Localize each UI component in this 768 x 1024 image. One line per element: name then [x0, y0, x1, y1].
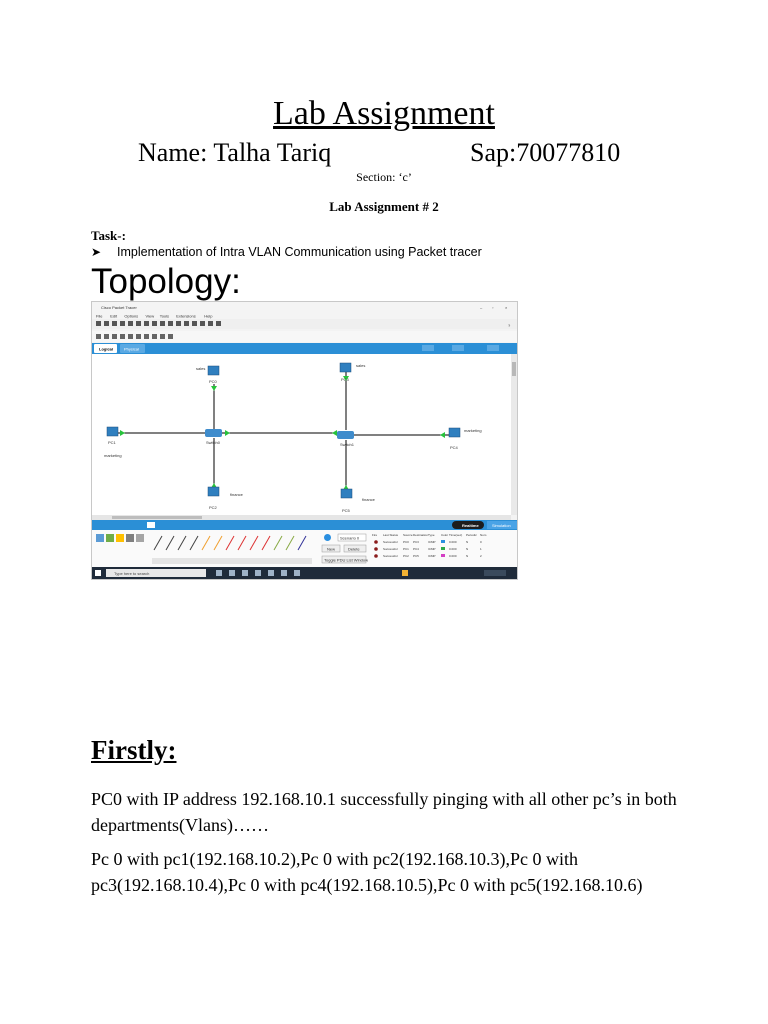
viewport-button[interactable] [452, 345, 464, 351]
store-icon[interactable] [255, 570, 261, 576]
maximize-icon[interactable]: ▫ [492, 305, 494, 310]
switch0-icon[interactable] [205, 429, 222, 437]
add-complex-pdu-icon[interactable] [168, 334, 173, 339]
minimize-icon[interactable]: – [480, 305, 483, 310]
toolbar-zoom-reset-icon[interactable] [184, 321, 189, 326]
pdu-color-swatch [441, 554, 445, 557]
firstly-heading: Firstly: [91, 735, 177, 765]
pdu-cell: PC2 [403, 554, 409, 558]
sales-note: sales [196, 366, 206, 371]
toolbar-undo-icon[interactable] [160, 321, 165, 326]
select-tool-icon[interactable] [96, 334, 101, 339]
pdu-cell: N [466, 540, 469, 544]
packet-tracer-taskbar-icon[interactable] [294, 570, 300, 576]
pdu-column-header: Time(sec) [449, 533, 463, 537]
marketing-note-2: marketing [464, 428, 482, 433]
menu-item-tools[interactable]: Tools [159, 313, 170, 319]
workspace-button[interactable] [487, 345, 499, 351]
pdu-fire-icon[interactable] [374, 540, 378, 544]
pc0-label: PC0 [209, 379, 217, 384]
resize-tool-icon[interactable] [120, 334, 125, 339]
pdu-column-header: Color [441, 533, 449, 537]
pdu-cell: 1 [480, 547, 482, 551]
device-search-box[interactable] [152, 558, 312, 564]
arrow-bullet-icon: ➤ [91, 245, 102, 259]
task-bullet [91, 245, 482, 259]
menu-item-options[interactable]: Options [124, 313, 139, 319]
menu-item-view[interactable]: View [145, 313, 155, 319]
device-category-icon[interactable] [116, 534, 124, 542]
ping-details-paragraph: Pc 0 with pc1(192.168.10.2),Pc 0 with pc2(192.168.10.3),Pc 0 with pc3(192.168.10.4),Pc 0 with pc4(192.168.10.5),Pc 0 with pc5(192.168.10.6) [91, 849, 643, 895]
pdu-fire-icon[interactable] [374, 547, 378, 551]
pc4-icon[interactable] [449, 428, 460, 437]
pdu-color-swatch [441, 547, 445, 550]
edge-icon[interactable] [229, 570, 235, 576]
pdu-cell: Successful [383, 547, 398, 551]
section-label: Section: ‘c’ [356, 170, 412, 184]
toolbar-print-icon[interactable] [120, 321, 125, 326]
toolbar-open-icon[interactable] [104, 321, 109, 326]
toolbar-viewport-icon[interactable] [216, 321, 221, 326]
menu-bar [92, 312, 517, 319]
pdu-table-header [372, 533, 487, 537]
student-sap-id: Sap:70077810 [470, 138, 621, 167]
lab-assignment-heading: Lab Assignment # 2 [329, 199, 439, 214]
toolbar-custom-device-icon[interactable] [208, 321, 213, 326]
finance-note: finance [230, 492, 243, 497]
toolbar-paste-icon[interactable] [152, 321, 157, 326]
pdu-column-header: Num [480, 533, 487, 537]
switch1-icon[interactable] [337, 431, 354, 439]
pdu-cell: ICMP [428, 554, 436, 558]
explorer-icon[interactable] [242, 570, 248, 576]
draw-ellipse-icon[interactable] [152, 334, 157, 339]
toggle-pdu-label: Toggle PDU List Window [324, 557, 369, 563]
pc3-icon[interactable] [340, 363, 351, 372]
clock-area[interactable] [484, 570, 506, 576]
scenario-label: Scenario 0 [340, 535, 360, 541]
pdu-cell: 0.000 [449, 554, 457, 558]
pdu-cell: PC1 [403, 547, 409, 551]
windows-start-icon[interactable] [95, 570, 101, 576]
simulation-label: Simulation [492, 523, 511, 528]
device-category-icon[interactable] [106, 534, 114, 542]
pc0-icon[interactable] [208, 366, 219, 375]
pdu-cell: 2 [480, 554, 482, 558]
pdu-cell: N [466, 554, 469, 558]
menu-item-extensions[interactable]: Extensions [176, 313, 196, 319]
pc4-label: PC4 [450, 445, 458, 450]
toolbar-copy-icon[interactable] [144, 321, 149, 326]
pdu-cell: Successful [383, 554, 398, 558]
pdu-column-header: Last Status [383, 533, 399, 537]
toolbar-network-icon[interactable] [136, 321, 141, 326]
pc2-icon[interactable] [208, 487, 219, 496]
task-bullet-text: Implementation of Intra VLAN Communication using Packet tracer [117, 245, 482, 259]
menu-item-file[interactable]: File [96, 313, 103, 319]
packet-tracer-screenshot [91, 301, 518, 580]
pc5-label: PC5 [342, 508, 350, 513]
student-name: Name: Talha Tariq [138, 138, 332, 167]
toolbar-palette-icon[interactable] [200, 321, 205, 326]
play-controls-icon[interactable] [147, 522, 155, 528]
toolbar-redo-icon[interactable] [168, 321, 173, 326]
switch0-label: Switch0 [206, 440, 221, 445]
help-icon[interactable]: ? [508, 323, 511, 328]
delete-button-label: Delete [348, 546, 360, 552]
vertical-scrollbar[interactable] [511, 354, 517, 515]
toolbar-save-icon[interactable] [112, 321, 117, 326]
toolbar-zoom-out-icon[interactable] [192, 321, 197, 326]
close-icon[interactable]: × [505, 305, 508, 310]
pdu-cell: 0.000 [449, 547, 457, 551]
pdu-cell: N [466, 547, 469, 551]
toolbar-wizard-icon[interactable] [128, 321, 133, 326]
pdu-cell: PC3 [413, 540, 419, 544]
pdu-cell: PC0 [403, 540, 409, 544]
pdu-column-header: Destination [413, 533, 429, 537]
pdu-color-swatch [441, 540, 445, 543]
device-category-icon[interactable] [136, 534, 144, 542]
pdu-column-header: Source [403, 533, 413, 537]
scenario-icon [324, 534, 331, 541]
pc2-label: PC2 [209, 505, 217, 510]
pdu-column-header: Fire [372, 533, 378, 537]
menu-item-edit[interactable]: Edit [110, 313, 118, 319]
device-category-icon[interactable] [126, 534, 134, 542]
screenshot-canvas [92, 302, 517, 579]
tab-physical-label: Physical [124, 346, 139, 352]
pc3-label: PC3 [341, 377, 349, 382]
pc5-icon[interactable] [341, 489, 352, 498]
pdu-table [374, 540, 482, 558]
note-tool-icon[interactable] [128, 334, 133, 339]
pdu-cell: ICMP [428, 540, 436, 544]
task-view-icon[interactable] [216, 570, 222, 576]
pdu-column-header: Type [428, 533, 435, 537]
weather-icon [402, 570, 408, 576]
pdu-cell: 0.000 [449, 540, 457, 544]
pdu-cell: PC5 [413, 554, 419, 558]
pdu-column-header: Periodic [466, 533, 477, 537]
menu-item-help[interactable]: Help [204, 313, 213, 319]
root-button[interactable] [422, 345, 434, 351]
marketing-note: marketing [104, 453, 122, 458]
pdu-cell: PC4 [413, 547, 419, 551]
taskbar-search-placeholder: Type here to search [114, 571, 150, 576]
page-title: Lab Assignment [273, 95, 495, 132]
new-button-label: New [327, 546, 336, 552]
add-simple-pdu-icon[interactable] [160, 334, 165, 339]
draw-line-icon[interactable] [136, 334, 141, 339]
tab-logical-label: Logical [99, 346, 114, 352]
topology-heading: Topology: [91, 262, 241, 301]
inspect-tool-icon[interactable] [104, 334, 109, 339]
task-label: Task-: [91, 228, 126, 243]
switch1-label: Switch1 [340, 442, 355, 447]
finance-note-2: finance [362, 497, 375, 502]
pdu-cell: 0 [480, 540, 482, 544]
pc1-icon[interactable] [107, 427, 118, 436]
toolbar-zoom-in-icon[interactable] [176, 321, 181, 326]
realtime-label: Realtime [462, 523, 479, 528]
device-category-icon[interactable] [96, 534, 104, 542]
pdu-cell: ICMP [428, 547, 436, 551]
draw-rect-icon[interactable] [144, 334, 149, 339]
delete-tool-icon[interactable] [112, 334, 117, 339]
window-title: Cisco Packet Tracer [101, 305, 137, 310]
ping-result-paragraph: PC0 with IP address 192.168.10.1 successfully pinging with all other pc’s in both departments(Vlans)…… [91, 789, 677, 835]
pdu-cell: Successful [383, 540, 398, 544]
mail-icon[interactable] [268, 570, 274, 576]
toolbar-new-icon[interactable] [96, 321, 101, 326]
sales-note-2: sales [356, 363, 366, 368]
pc1-label: PC1 [108, 440, 116, 445]
chrome-icon[interactable] [281, 570, 287, 576]
pdu-fire-icon[interactable] [374, 554, 378, 558]
